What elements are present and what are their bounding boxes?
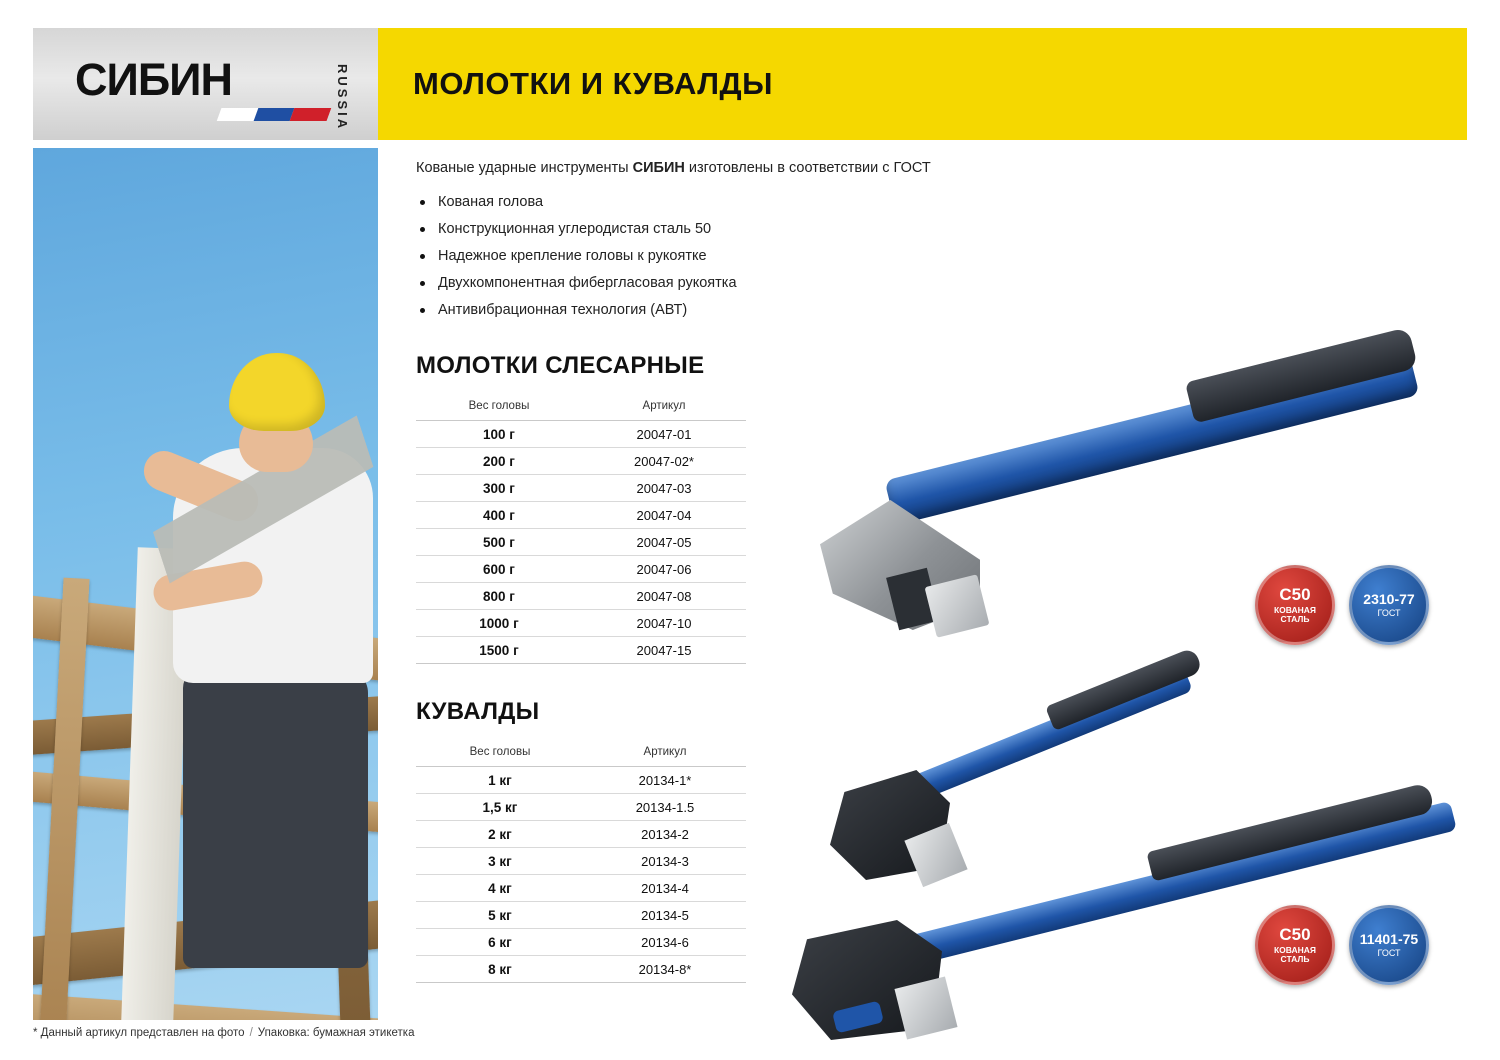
column-header-weight: Вес головы xyxy=(416,394,582,421)
steel-badge-sledge xyxy=(1255,905,1335,985)
table-row xyxy=(416,956,746,983)
cell-weight: 1 кг xyxy=(416,767,584,794)
cell-article: 20047-03 xyxy=(582,475,746,502)
hammer-badges xyxy=(1255,565,1429,645)
column-header-weight: Вес головы xyxy=(416,740,584,767)
cell-article: 20134-2 xyxy=(584,821,746,848)
brand-logo xyxy=(33,28,378,140)
cell-weight: 4 кг xyxy=(416,875,584,902)
table-row xyxy=(416,875,746,902)
cell-article: 20134-1.5 xyxy=(584,794,746,821)
cell-article: 20047-05 xyxy=(582,529,746,556)
cell-article: 20047-01 xyxy=(582,421,746,448)
list-item: Конструкционная углеродистая сталь 50 xyxy=(416,221,1466,237)
cell-article: 20047-08 xyxy=(582,583,746,610)
section-title-hammers: МОЛОТКИ СЛЕСАРНЫЕ xyxy=(416,352,705,379)
cell-article: 20134-8* xyxy=(584,956,746,983)
cell-article: 20047-06 xyxy=(582,556,746,583)
steel-badge-hammer xyxy=(1255,565,1335,645)
section-title-sledges: КУВАЛДЫ xyxy=(416,698,540,725)
steel-badge-grade: C50 xyxy=(1279,925,1311,945)
cell-weight: 400 г xyxy=(416,502,582,529)
footnote-left: * Данный артикул представлен на фото xyxy=(33,1027,245,1039)
list-item: Надежное крепление головы к рукоятке xyxy=(416,248,1466,264)
steel-badge-word2: СТАЛЬ xyxy=(1280,953,1310,964)
table-row xyxy=(416,556,746,583)
cell-article: 20134-3 xyxy=(584,848,746,875)
product-illustrations xyxy=(760,330,1480,1030)
brand-country: RUSSIA xyxy=(335,64,350,132)
table-row xyxy=(416,794,746,821)
table-row xyxy=(416,448,746,475)
gost-badge-label: ГОСТ xyxy=(1377,607,1401,618)
steel-badge-grade: C50 xyxy=(1279,585,1311,605)
cell-article: 20134-6 xyxy=(584,929,746,956)
cell-article: 20134-4 xyxy=(584,875,746,902)
gost-badge-hammer xyxy=(1349,565,1429,645)
gost-badge-sledge xyxy=(1349,905,1429,985)
cell-article: 20134-1* xyxy=(584,767,746,794)
cell-article: 20047-02* xyxy=(582,448,746,475)
table-row xyxy=(416,610,746,637)
cell-weight: 500 г xyxy=(416,529,582,556)
table-header-row xyxy=(416,394,746,421)
cell-weight: 3 кг xyxy=(416,848,584,875)
footnote-right: Упаковка: бумажная этикетка xyxy=(257,1027,415,1039)
cell-weight: 6 кг xyxy=(416,929,584,956)
table-row xyxy=(416,475,746,502)
footnote-separator: / xyxy=(249,1027,253,1039)
cell-article: 20047-15 xyxy=(582,637,746,664)
cell-weight: 600 г xyxy=(416,556,582,583)
table-row xyxy=(416,902,746,929)
intro-text xyxy=(416,160,1466,176)
cell-weight: 1000 г xyxy=(416,610,582,637)
table-row xyxy=(416,637,746,664)
table-row xyxy=(416,529,746,556)
gost-badge-number: 11401-75 xyxy=(1359,930,1419,947)
intro-suffix: изготовлены в соответствии с ГОСТ xyxy=(684,160,931,176)
cell-article: 20134-5 xyxy=(584,902,746,929)
table-row xyxy=(416,583,746,610)
feature-list xyxy=(416,194,1466,318)
gost-badge-label: ГОСТ xyxy=(1377,947,1401,958)
sledges-table xyxy=(416,740,746,983)
sledge-badges xyxy=(1255,905,1429,985)
footnote xyxy=(33,1027,414,1039)
intro-brand: СИБИН xyxy=(632,160,685,176)
cell-weight: 800 г xyxy=(416,583,582,610)
intro-prefix: Кованые ударные инструменты xyxy=(416,160,633,176)
page-header xyxy=(33,28,1467,140)
table-row xyxy=(416,821,746,848)
cell-weight: 8 кг xyxy=(416,956,584,983)
steel-badge-word1: КОВАНАЯ xyxy=(1273,945,1317,955)
page-title: МОЛОТКИ И КУВАЛДЫ xyxy=(413,66,773,101)
list-item: Кованая голова xyxy=(416,194,1466,210)
table-row xyxy=(416,421,746,448)
list-item: Двухкомпонентная фибергласовая рукоятка xyxy=(416,275,1466,291)
flag-icon xyxy=(217,108,332,121)
cell-weight: 200 г xyxy=(416,448,582,475)
cell-weight: 300 г xyxy=(416,475,582,502)
hammers-table xyxy=(416,394,746,664)
title-banner xyxy=(378,28,1467,140)
cell-article: 20047-10 xyxy=(582,610,746,637)
cell-weight: 1,5 кг xyxy=(416,794,584,821)
cell-weight: 2 кг xyxy=(416,821,584,848)
worker-photo xyxy=(33,148,378,1020)
column-header-article: Артикул xyxy=(582,394,746,421)
table-row xyxy=(416,767,746,794)
table-row xyxy=(416,929,746,956)
table-row xyxy=(416,848,746,875)
column-header-article: Артикул xyxy=(584,740,746,767)
cell-weight: 1500 г xyxy=(416,637,582,664)
cell-article: 20047-04 xyxy=(582,502,746,529)
gost-badge-number: 2310-77 xyxy=(1363,590,1415,607)
steel-badge-word1: КОВАНАЯ xyxy=(1273,605,1317,615)
cell-weight: 100 г xyxy=(416,421,582,448)
table-header-row xyxy=(416,740,746,767)
brand-name: СИБИН xyxy=(75,54,233,105)
table-row xyxy=(416,502,746,529)
steel-badge-word2: СТАЛЬ xyxy=(1280,613,1310,624)
list-item: Антивибрационная технология (АВТ) xyxy=(416,302,1466,318)
cell-weight: 5 кг xyxy=(416,902,584,929)
